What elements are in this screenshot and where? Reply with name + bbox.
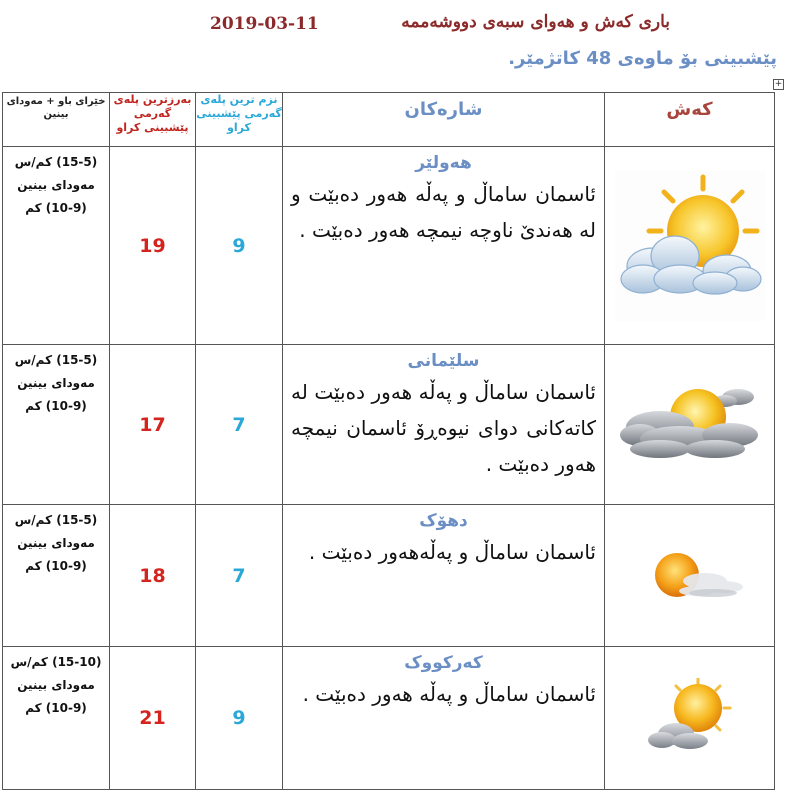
city-cell — [283, 505, 605, 647]
visibility-label: مەودای بینین — [17, 678, 95, 692]
header-row — [3, 93, 775, 147]
report-title — [150, 12, 670, 40]
sun-behind-clouds-icon — [615, 171, 765, 321]
city-name: هەولێر — [415, 153, 472, 173]
wind-visibility-cell — [3, 505, 110, 647]
visibility-range: (10-9) کم — [25, 559, 87, 573]
forecast-table — [2, 92, 775, 790]
table-move-handle-icon[interactable]: + — [774, 79, 783, 89]
max-temp-value: 18 — [110, 505, 196, 647]
min-temp-value: 7 — [196, 345, 283, 505]
city-name: سلێمانی — [407, 351, 480, 371]
wind-speed: (15-5) کم/س — [14, 513, 98, 527]
max-temp-value: 19 — [110, 147, 196, 345]
weather-icon-cell — [605, 505, 775, 647]
city-cell — [283, 147, 605, 345]
weather-description: ئاسمان ساماڵ و پەڵە هەور دەبێت و لە هەندێ ناوچە نیمچە هەور دەبێت . — [291, 182, 596, 242]
sun-dark-clouds-icon — [620, 375, 760, 475]
report-date: 2019-03-11 — [210, 14, 319, 34]
weather-icon-cell — [605, 345, 775, 505]
visibility-range: (10-9) کم — [25, 201, 87, 215]
visibility-range: (10-9) کم — [25, 701, 87, 715]
visibility-range: (10-9) کم — [25, 399, 87, 413]
weather-description: ئاسمان ساماڵ و پەڵەهەور دەبێت . — [308, 540, 596, 564]
weather-icon-cell — [605, 647, 775, 790]
forecast-subtitle: پێشبینی بۆ ماوەی 48 کاتژمێر. — [508, 48, 777, 69]
sun-light-clouds-icon — [635, 541, 745, 611]
table-row — [3, 147, 775, 345]
wind-visibility-cell — [3, 647, 110, 790]
wind-speed: (15-5) کم/س — [14, 155, 98, 169]
city-name: دهۆک — [419, 511, 468, 531]
wind-speed: (15-5) کم/س — [14, 353, 98, 367]
city-cell — [283, 647, 605, 790]
report-title-text: باری کەش و هەوای سبەی دووشەممە — [401, 12, 670, 32]
min-temp-value: 7 — [196, 505, 283, 647]
table-row — [3, 345, 775, 505]
header-cities: شارەکان — [283, 93, 605, 147]
visibility-label: مەودای بینین — [17, 376, 95, 390]
table-row — [3, 505, 775, 647]
header-wind-visibility: خێرای باو + مەودای بینین — [3, 93, 110, 147]
min-temp-value: 9 — [196, 647, 283, 790]
wind-visibility-cell — [3, 345, 110, 505]
city-name: کەرکووک — [404, 653, 483, 673]
max-temp-value: 17 — [110, 345, 196, 505]
city-cell — [283, 345, 605, 505]
weather-description: ئاسمان ساماڵ و پەڵە هەور دەبێت . — [302, 682, 596, 706]
max-temp-value: 21 — [110, 647, 196, 790]
header-weather: کەش — [605, 93, 775, 147]
visibility-label: مەودای بینین — [17, 178, 95, 192]
wind-speed: (15-10) کم/س — [10, 655, 102, 669]
min-temp-value: 9 — [196, 147, 283, 345]
visibility-label: مەودای بینین — [17, 536, 95, 550]
wind-visibility-cell — [3, 147, 110, 345]
header-max-temp: بەرزترین پلەی گەرمی پێشبینی کراو — [110, 93, 196, 147]
table-row — [3, 647, 775, 790]
header-min-temp: نزم ترین پلەی گەرمی پێشبینی کراو — [196, 93, 283, 147]
sun-small-cloud-icon — [640, 678, 740, 758]
weather-icon-cell — [605, 147, 775, 345]
weather-description: ئاسمان ساماڵ و پەڵە هەور دەبێت لە کاتەکانی دوای نیوەڕۆ ئاسمان نیمچە هەور دەبێت . — [291, 380, 596, 476]
